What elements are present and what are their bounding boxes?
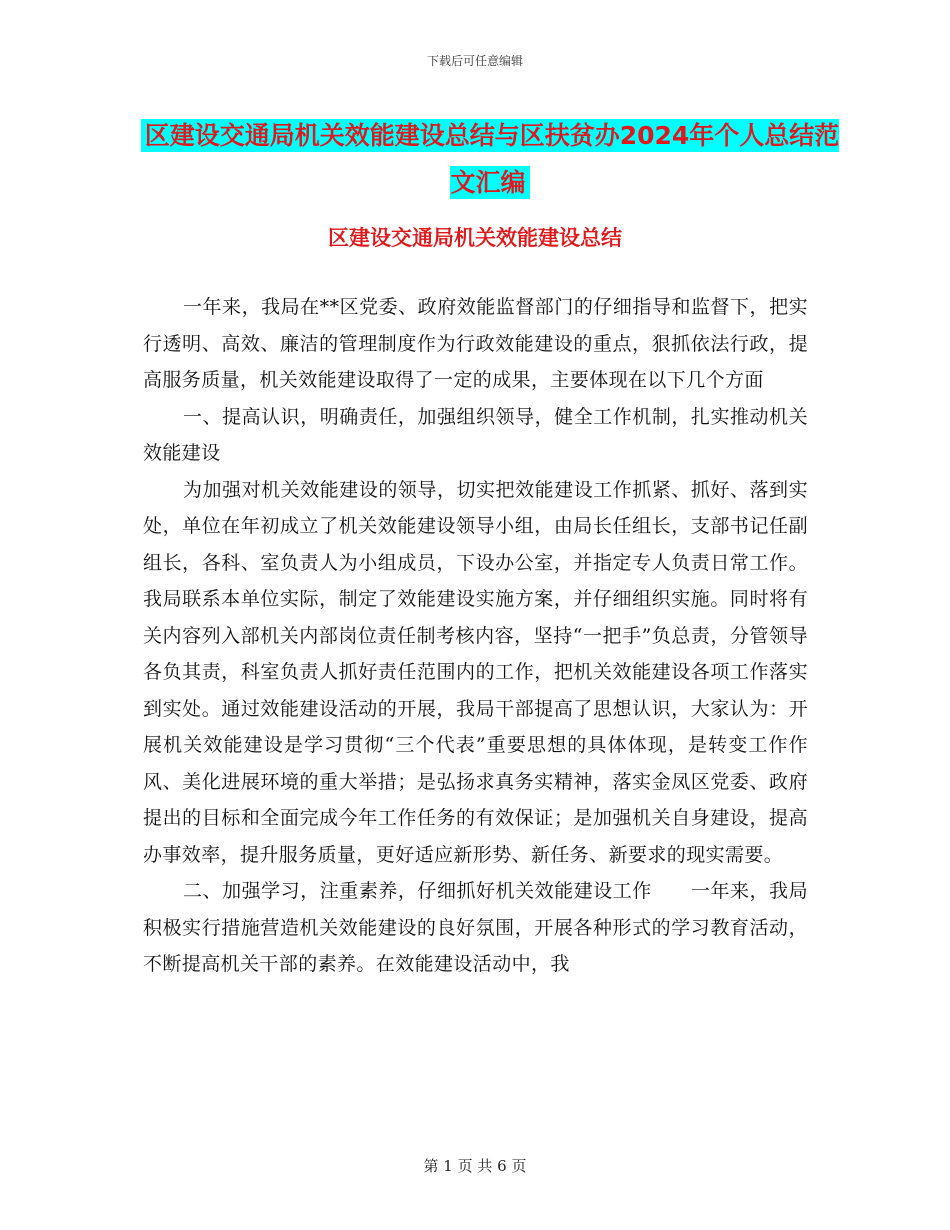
page-footer: 第 1 页 共 6 页 [423, 1157, 527, 1175]
paragraph-detail-1: 为加强对机关效能建设的领导，切实把效能建设工作抓紧、抓好、落到实处，单位在年初成立了机关效能建设领导小组，由局长任组长，支部书记任副组长，各科、室负责人为小组成员，下设办公室，并指定专人负责日常工作。我局联系本单位实际，制定了效能建设实施方案，并仔细组织实施。同时将有关内容列入部机关内部岗位责任制考核内容，坚持“一把手”负总责，分管领导各负其责，科室负责人抓好责任范围内的工作，把机关效能建设各项工作落实到实处。通过效能建设活动的开展，我局干部提高了思想认识，大家认为：开展机关效能建设是学习贯彻“三个代表”重要思想的具体体现，是转变工作作风、美化进展环境的重大举措；是弘扬求真务实精神，落实金凤区党委、政府提出的目标和全面完成今年工作任务的有效保证；是加强机关自身建设，提高办事效率，提升服务质量，更好适应新形势、新任务、新要求的现实需要。 [143, 478, 808, 866]
document-title [140, 112, 840, 206]
section-title: 区建设交通局机关效能建设总结 [328, 226, 622, 250]
document-title-text: 区建设交通局机关效能建设总结与区扶贫办2024年个人总结范文汇编 [141, 119, 840, 199]
paragraph-intro: 一年来，我局在**区党委、政府效能监督部门的仔细指导和监督下，把实行透明、高效、廉洁的管理制度作为行政效能建设的重点，狠抓依法行政，提高服务质量，机关效能建设取得了一定的成果，主要体现在以下几个方面 [143, 296, 808, 391]
header-note: 下载后可任意编辑 [426, 54, 523, 68]
paragraph-heading-2: 二、加强学习，注重素养，仔细抓好机关效能建设工作 一年来，我局积极实行措施营造机关效能建设的良好氛围，开展各种形式的学习教育活动，不断提高机关干部的素养。在效能建设活动中，我 [143, 880, 808, 975]
document-body [143, 289, 808, 983]
paragraph-heading-1: 一、提高认识，明确责任，加强组织领导，健全工作机制，扎实推动机关效能建设 [143, 405, 808, 464]
